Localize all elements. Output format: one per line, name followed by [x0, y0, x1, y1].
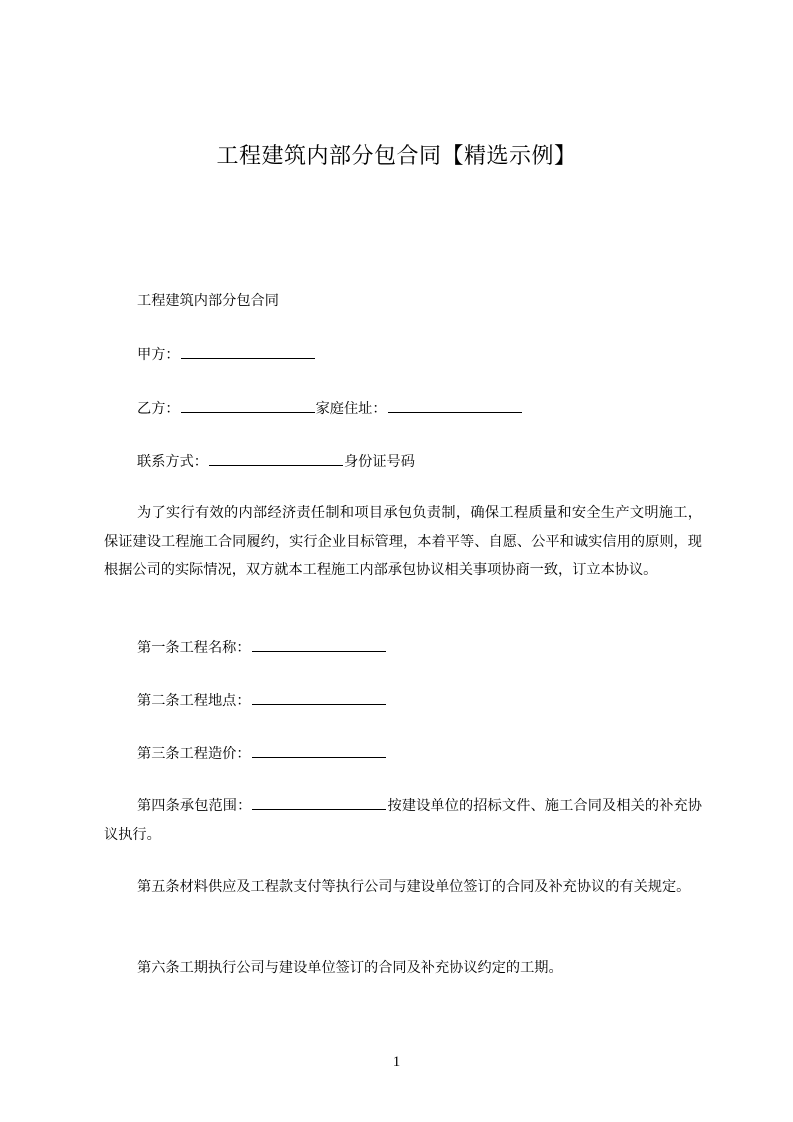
document-title: 工程建筑内部分包合同【精选示例】 [216, 144, 577, 169]
article-1-blank [252, 637, 386, 652]
article-3-label: 第三条工程造价： [137, 746, 251, 762]
article-2-label: 第二条工程地点： [137, 693, 251, 709]
article-6-line: 第六条工期执行公司与建设单位签订的合同及补充协议约定的工期。 [137, 960, 563, 976]
article-4-paragraph [104, 792, 702, 849]
article-1-label: 第一条工程名称： [137, 640, 251, 656]
article-1-line [137, 637, 387, 658]
article-2-blank [252, 690, 386, 705]
party-b-blank [181, 398, 315, 413]
party-a-line [137, 344, 316, 365]
intro-paragraph: 为了实行有效的内部经济责任制和项目承包负责制，确保工程质量和安全生产文明施工，保证建设工程施工合同履约，实行企业目标管理，本着平等、自愿、公平和诚实信用的原则，现根据公司的实际情况，双方就本工程施工内部承包协议相关事项协商一致，订立本协议。 [104, 505, 702, 578]
article-4-label: 第四条承包范围： [137, 798, 252, 814]
party-b-label: 乙方： [137, 401, 180, 417]
article-3-line [137, 743, 387, 764]
party-a-blank [181, 344, 315, 359]
id-number-label: 身份证号码 [343, 454, 415, 470]
article-5-paragraph: 第五条材料供应及工程款支付等执行公司与建设单位签订的合同及补充协议的有关规定。 [137, 879, 691, 895]
party-b-line [137, 398, 523, 419]
article-3-blank [252, 743, 386, 758]
contact-blank [209, 451, 343, 466]
contact-label: 联系方式： [137, 454, 208, 470]
article-2-line [137, 690, 387, 711]
page-number: 1 [392, 1054, 401, 1070]
contact-line [137, 451, 415, 472]
article-4-text: 按建设单位的招标文件、施工合同及相关的补充协议执行。 [104, 798, 702, 843]
home-address-blank [388, 398, 522, 413]
party-a-label: 甲方： [137, 347, 180, 363]
home-address-label: 家庭住址： [315, 401, 387, 417]
article-4-blank [252, 795, 386, 810]
contract-subtitle: 工程建筑内部分包合同 [137, 293, 279, 309]
